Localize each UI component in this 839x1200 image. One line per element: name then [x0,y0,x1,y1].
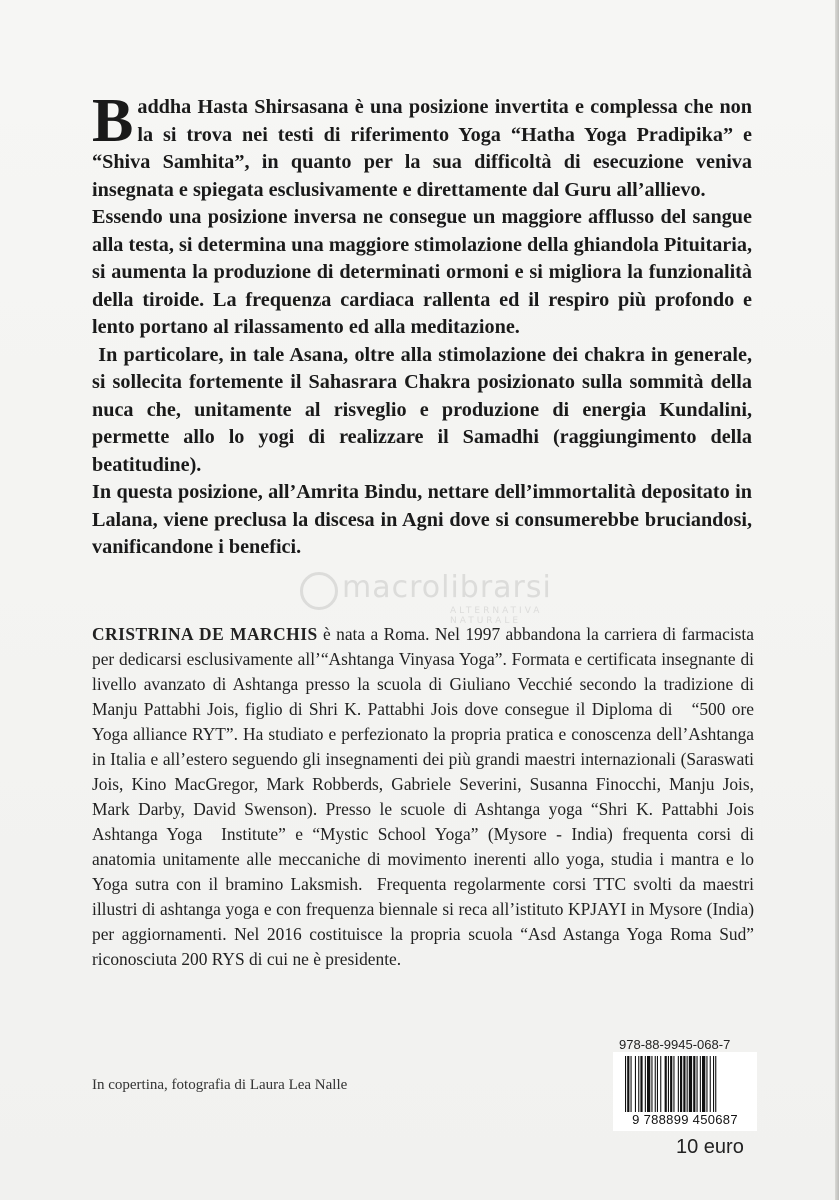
watermark-name: macrolibrarsi [342,570,552,605]
author-bio [92,622,759,972]
barcode-bar [683,1056,685,1112]
barcode-bar [625,1056,626,1114]
barcode-digits: 9 788899 450687 [615,1112,755,1128]
barcode-bar [710,1056,711,1112]
publisher-watermark [300,566,580,626]
barcode-bar [647,1056,650,1112]
barcode-bar [702,1056,705,1112]
barcode-bar [680,1056,682,1112]
price: 10 euro [676,1136,744,1158]
barcode-bar [706,1056,707,1112]
barcode-bar [640,1056,642,1112]
barcode-bar [638,1056,639,1112]
barcode-bar [668,1056,669,1112]
barcode-bar [700,1056,701,1112]
paragraph-3: In particolare, in tale Asana, oltre alla stimolazione dei chakra in generale, si sollecita fortemente il Sahasrara Chakra posizionato sulla sommità della nuca che, unitamente al risveglio e produzione di energia Kundalini, permette allo lo yogi di realizzare il Samadhi (raggiungimento della beatitudine). [92,343,758,476]
barcode-bar [655,1056,656,1112]
author-name: CRISTRINA DE MARCHIS [92,624,318,644]
barcode-bar [687,1056,688,1112]
paragraph-4: In questa posizione, all’Amrita Bindu, nettare dell’immortalità depositato in Lalana, viene preclusa la discesa in Agni dove si consumerebbe bruciandosi, vanificandone i benefici. [92,481,752,558]
barcode-bar [670,1056,672,1114]
paragraph-2: Essendo una posizione inversa ne consegue un maggiore afflusso del sangue alla testa, si determina una maggiore stimolazione della ghiandola Pituitaria, si aumenta la produzione di determinati ormoni e si migliora la funzionalità della tiroide. La frequenza cardiaca rallenta ed il respiro più profondo e lento portano al rilassamento ed alla meditazione. [92,206,752,338]
barcode-bar [657,1056,658,1112]
barcode-bar [631,1056,632,1112]
synopsis-text [92,87,758,562]
barcode-bar [651,1056,652,1112]
barcode-bar [678,1056,679,1112]
barcode-bar [689,1056,692,1112]
barcode-bar [713,1056,714,1114]
isbn-number: 978-88-9945-068-7 [619,1037,731,1052]
barcode-bar [673,1056,674,1114]
watermark-tagline: ALTERNATIVA NATURALE [450,606,543,626]
cover-credit: In copertina, fotografia di Laura Lea Nalle [92,1077,348,1093]
paragraph-1-text: addha Hasta Shirsasana è una posizione invertita e complessa che non la si trova nei testi di riferimento Yoga “Hatha Yoga Pradipika” e “Shiva Samhita”, in quanto per la sua difficoltà di esecuzione veniva insegnata e spiegata esclusivamente e direttamente dal Guru all’allievo. [92,96,752,201]
bio-text: è nata a Roma. Nel 1997 abbandona la carriera di farmacista per dedicarsi esclusivamente all’“Ashtanga Vinyasa Yoga”. Formata e certificata insegnante di livello avanzato di Ashtanga presso la scuola di Giuliano Vecchié secondo la tradizione di Manju Pattabhi Jois, figlio di Shri K. Pattabhi Jois dove consegue il Diploma di “500 ore Yoga alliance RYT”. Ha studiato e perfezionato la propria pratica e conoscenza dell’Ashtanga in Italia e all’estero seguendo gli insegnamenti dei più grandi maestri internazionali (Saraswati Jois, Kino MacGregor, Mark Robberds, Gabriele Severini, Susanna Finocchi, Manju Jois, Mark Darby, David Swenson). Presso le scuole di Ashtanga yoga “Shri K. Pattabhi Jois Ashtanga Yoga Institute” e “Mystic School Yoga” (Mysore - India) frequenta corsi di anatomia unitamente alle meccaniche di movimento inerenti allo yoga, studia i mantra e lo Yoga sutra con il bramino Laksmish. Frequenta regolarmente corsi TTC svolti da maestri illustri di ashtanga yoga e con frequenza biennale si reca all’istituto KPJAYI in Mysore (India) per aggiornamenti. Nel 2016 costituisce la propria scuola “Asd Astanga Yoga Roma Sud” riconosciuta 200 RYS di cui ne è presidente. [92,624,759,969]
barcode-bar [645,1056,646,1112]
barcode-bar [627,1056,629,1114]
barcode-bars [613,1052,757,1114]
drop-cap: B [92,87,134,155]
watermark-logo-icon [300,572,338,610]
page-edge [835,0,839,1200]
barcode [613,1052,757,1131]
barcode-bar [660,1056,661,1112]
barcode-bar [697,1056,698,1112]
barcode-bar [635,1056,636,1112]
barcode-bar [715,1056,716,1114]
barcode-bar [693,1056,695,1112]
barcode-bar [665,1056,667,1112]
paragraph-1 [92,87,752,204]
